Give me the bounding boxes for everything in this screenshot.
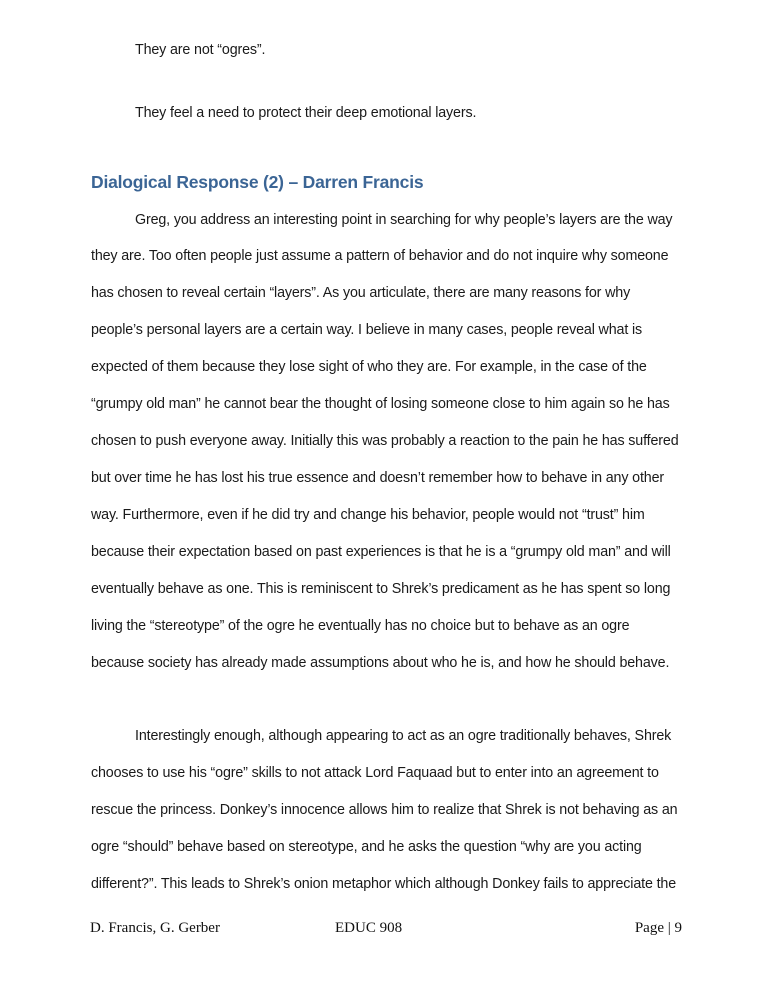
text-line: because their expectation based on past experiences is that he is a “grumpy old man” and will — [91, 544, 671, 560]
text-line: expected of them because they lose sight of who they are. For example, in the case of the — [91, 359, 647, 375]
text-line: eventually behave as one. This is reminiscent to Shrek’s predicament as he has spent so long — [91, 581, 671, 597]
footer-authors: D. Francis, G. Gerber — [90, 920, 220, 936]
text-line: but over time he has lost his true essence and doesn’t remember how to behave in any other — [91, 470, 665, 486]
text-line: has chosen to reveal certain “layers”. As you articulate, there are many reasons for why — [91, 285, 631, 301]
text-line: chooses to use his “ogre” skills to not attack Lord Faquaad but to enter into an agreement to — [91, 765, 659, 781]
text-line: because society has already made assumptions about who he is, and how he should behave. — [91, 655, 670, 671]
text-line: ogre “should” behave based on stereotype, and he asks the question “why are you acting — [91, 839, 642, 855]
intro-line: They feel a need to protect their deep emotional layers. — [135, 105, 477, 121]
text-line: they are. Too often people just assume a pattern of behavior and do not inquire why someone — [91, 248, 669, 264]
text-line: chosen to push everyone away. Initially this was probably a reaction to the pain he has suffered — [91, 433, 679, 449]
text-line: “grumpy old man” he cannot bear the thought of losing someone close to him again so he has — [91, 396, 670, 412]
text-line: Interestingly enough, although appearing to act as an ogre traditionally behaves, Shrek — [135, 728, 672, 744]
section-heading: Dialogical Response (2) – Darren Francis — [91, 172, 424, 192]
text-line: different?”. This leads to Shrek’s onion metaphor which although Donkey fails to appreciate the — [91, 876, 676, 892]
text-line: way. Furthermore, even if he did try and change his behavior, people would not “trust” him — [91, 507, 645, 523]
footer-course: EDUC 908 — [335, 920, 403, 936]
text-line: people’s personal layers are a certain way. I believe in many cases, people reveal what is — [91, 322, 643, 338]
intro-line: They are not “ogres”. — [135, 42, 266, 58]
text-line: Greg, you address an interesting point in searching for why people’s layers are the way — [135, 212, 673, 228]
text-line: rescue the princess. Donkey’s innocence allows him to realize that Shrek is not behaving as an — [91, 802, 678, 818]
footer-page-number: Page | 9 — [634, 920, 682, 936]
text-line: living the “stereotype” of the ogre he eventually has no choice but to behave as an ogre — [91, 618, 630, 634]
